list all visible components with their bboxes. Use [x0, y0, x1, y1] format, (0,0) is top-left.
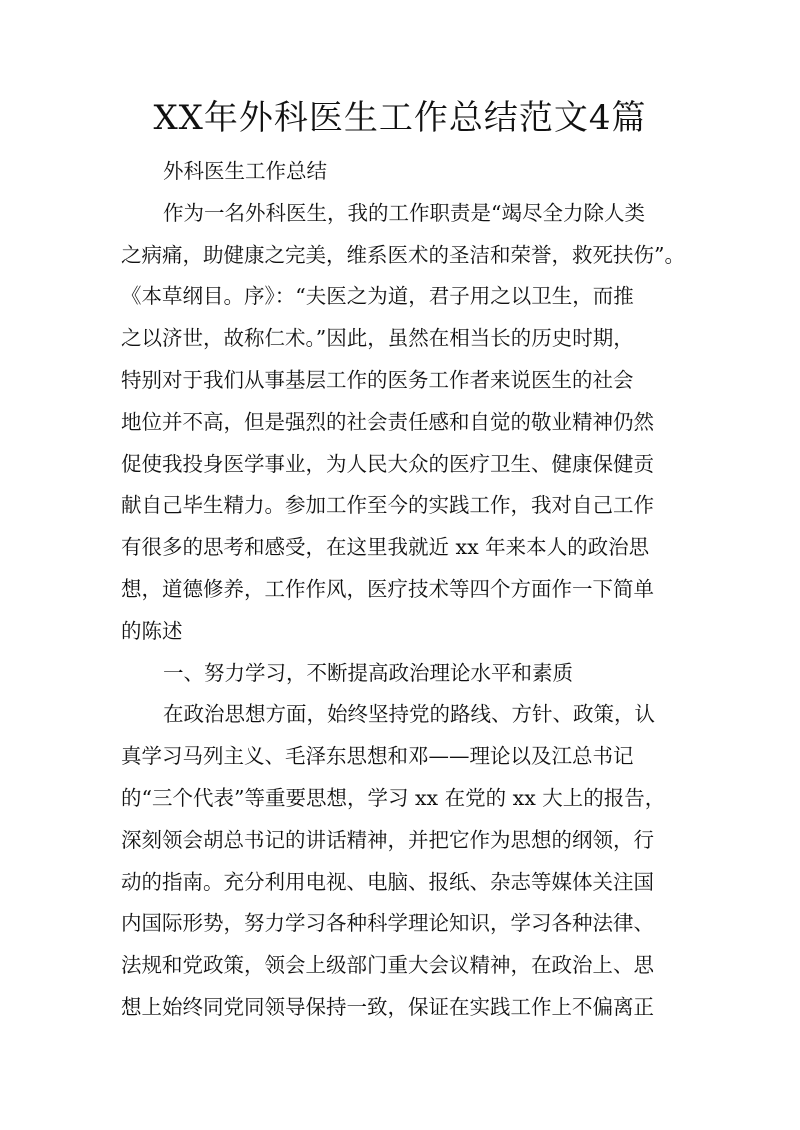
section-heading: 一、努力学习，不断提高政治理论水平和素质 [163, 660, 573, 685]
document-body [121, 151, 691, 1029]
paragraph-line: 想，道德修养，工作作风，医疗技术等四个方面作一下简单 [121, 576, 654, 601]
paragraph-line: 内国际形势，努力学习各种科学理论知识，学习各种法律、 [121, 911, 654, 936]
paragraph-line: 之病痛，助健康之完美，维系医术的圣洁和荣誉，救死扶伤”。 [121, 242, 685, 267]
paragraph-line: 在政治思想方面，始终坚持党的路线、方针、政策，认 [163, 702, 655, 727]
paragraph-line: 促使我投身医学事业，为人民大众的医疗卫生、健康保健贡 [121, 451, 654, 476]
paragraph-line: 想上始终同党同领导保持一致，保证在实践工作上不偏离正 [121, 994, 654, 1019]
paragraph-line: 真学习马列主义、毛泽东思想和邓——理论以及江总书记 [121, 744, 634, 769]
paragraph-line: 深刻领会胡总书记的讲话精神，并把它作为思想的纲领，行 [121, 827, 654, 852]
paragraph-line: 之以济世，故称仁术。”因此，虽然在相当长的历史时期， [121, 326, 634, 351]
paragraph-line: 的陈述 [121, 618, 183, 643]
paragraph-line: 动的指南。充分利用电视、电脑、报纸、杂志等媒体关注国 [121, 869, 654, 894]
paragraph-line: 作为一名外科医生，我的工作职责是“竭尽全力除人类 [163, 200, 645, 225]
paragraph-line: 献自己毕生精力。参加工作至今的实践工作，我对自己工作 [121, 493, 654, 518]
document-title: XX年外科医生工作总结范文4篇 [153, 98, 647, 138]
paragraph-line: 地位并不高，但是强烈的社会责任感和自觉的敬业精神仍然 [121, 409, 654, 434]
paragraph-line: 的“三个代表”等重要思想，学习 xx 在党的 xx 大上的报告， [121, 785, 666, 810]
section-subtitle: 外科医生工作总结 [163, 159, 327, 183]
paragraph-line: 《本草纲目。序》：“夫医之为道，君子用之以卫生，而推 [121, 284, 634, 309]
paragraph-line: 有很多的思考和感受，在这里我就近 xx 年来本人的政治思 [121, 535, 650, 560]
paragraph-line: 特别对于我们从事基层工作的医务工作者来说医生的社会 [121, 367, 634, 392]
paragraph-line: 法规和党政策，领会上级部门重大会议精神，在政治上、思 [121, 953, 654, 978]
